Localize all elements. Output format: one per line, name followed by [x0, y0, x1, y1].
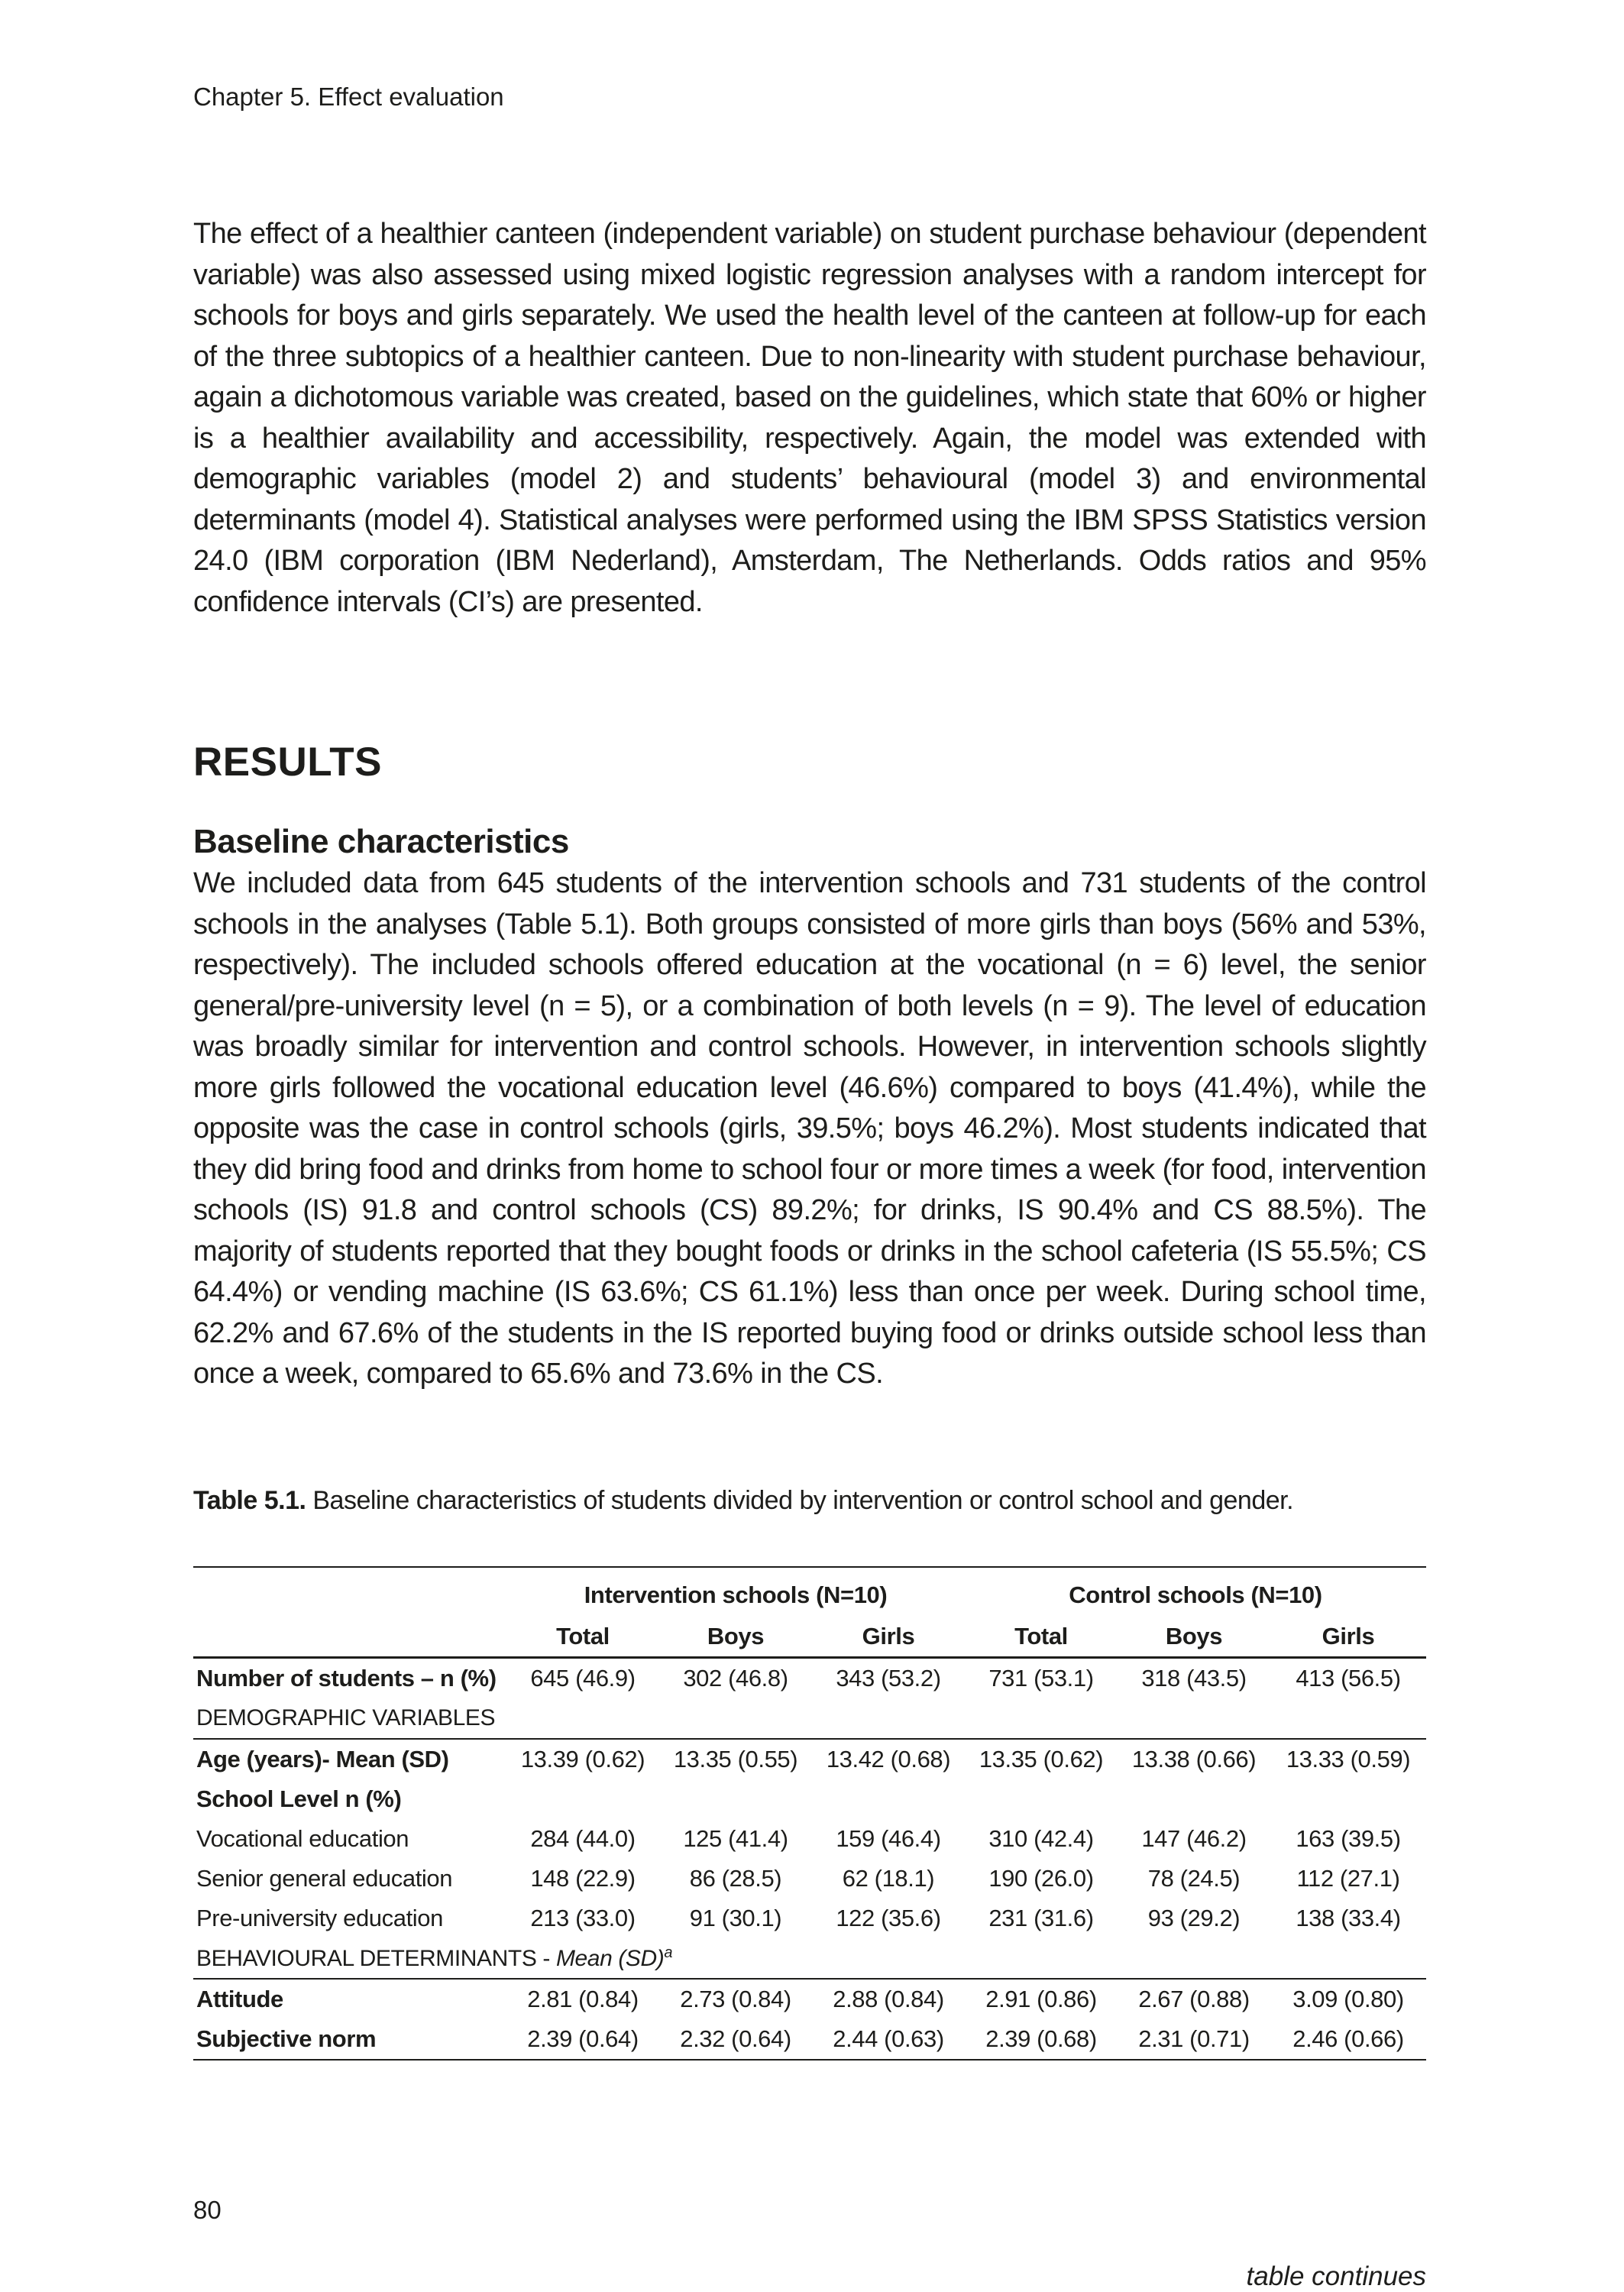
column-header: Boys [659, 1617, 812, 1658]
row-label: Attitude [196, 1986, 283, 2012]
table-cell: 125 (41.4) [683, 1825, 788, 1852]
group-header-intervention: Intervention schools (N=10) [506, 1567, 965, 1617]
table-cell: 13.39 (0.62) [520, 1746, 645, 1772]
row-label: Senior general education [196, 1865, 453, 1892]
table-cell: 2.91 (0.86) [985, 1986, 1097, 2012]
table-cell: 2.46 (0.66) [1270, 2019, 1426, 2060]
table-cell: 13.42 (0.68) [826, 1746, 951, 1772]
table-cell: 318 (43.5) [1141, 1665, 1247, 1691]
table-cell: 2.73 (0.84) [680, 1986, 791, 2012]
running-head: Chapter 5. Effect evaluation [193, 83, 504, 111]
table-cell: 2.44 (0.63) [812, 2019, 965, 2060]
table-row-subjective-norm [193, 2019, 1426, 2060]
table-section-behavioural [193, 1938, 1426, 1979]
table-cell: 86 (28.5) [689, 1865, 782, 1892]
subsection-heading: Baseline characteristics [193, 823, 569, 860]
table-caption [193, 1486, 1426, 1516]
table-row-attitude [193, 1979, 1426, 2019]
column-header: Girls [1270, 1617, 1426, 1658]
row-label: Vocational education [196, 1825, 409, 1852]
row-label: Pre-university education [196, 1905, 443, 1931]
table-cell: 413 (56.5) [1296, 1665, 1401, 1691]
table-cell: 122 (35.6) [836, 1905, 941, 1931]
table-cell: 13.38 (0.66) [1131, 1746, 1257, 1772]
page-number: 80 [193, 2196, 222, 2224]
column-header: Boys [1118, 1617, 1270, 1658]
table-cell: 2.39 (0.64) [506, 2019, 659, 2060]
table-cell: 2.39 (0.68) [965, 2019, 1118, 2060]
table-cell: 13.35 (0.62) [979, 1746, 1104, 1772]
table-row-preuni [193, 1899, 1426, 1938]
column-header: Girls [812, 1617, 965, 1658]
group-header-control: Control schools (N=10) [965, 1567, 1426, 1617]
table-cell: 62 (18.1) [842, 1865, 935, 1892]
table-cell: 13.33 (0.59) [1286, 1746, 1411, 1772]
intro-paragraph: The effect of a healthier canteen (independent variable) on student purchase behaviour (dependent variable) was also assessed using mixed logistic regression analyses with a random intercept for schools for boys and girls separately. We used the health level of the canteen at follow-up for each of the three subtopics of a healthier canteen. Due to non-linearity with student purchase behaviour, again a dichotomous variable was created, based on the guidelines, which state that 60% or higher is a healthier availability and accessibility, respectively. Again, the model was extended with demographic variables (model 2) and students’ behavioural (model 3) and environmental determinants (model 4). Statistical analyses were performed using the IBM SPSS Statistics version 24.0 (IBM corporation (IBM Nederland), Amsterdam, The Netherlands. Odds ratios and 95% confidence intervals (CI’s) are presented. [193, 218, 1426, 618]
baseline-table [193, 1566, 1426, 2061]
table-cell: 645 (46.9) [530, 1665, 636, 1691]
table-cell: 343 (53.2) [836, 1665, 941, 1691]
table-section-demographic [193, 1698, 1426, 1739]
table-continues-note: table continues [1246, 2261, 1426, 2291]
row-label: Age (years)- Mean (SD) [196, 1746, 449, 1772]
table-caption-text: Baseline characteristics of students divided by intervention or control school and gender. [306, 1486, 1294, 1515]
table-cell: 147 (46.2) [1141, 1825, 1247, 1852]
table-cell: 163 (39.5) [1296, 1825, 1401, 1852]
table-cell: 284 (44.0) [530, 1825, 636, 1852]
results-paragraph: We included data from 645 students of the intervention schools and 731 students of the control schools in the analyses (Table 5.1). Both groups consisted of more girls than boys (56% and 53%, respectively). The included schools offered education at the vocational (n = 6) level, the senior general/pre-university level (n = 5), or a combination of both levels (n = 9). The level of education was broadly similar for intervention and control schools. However, in intervention schools slightly more girls followed the vocational education level (46.6%) compared to boys (41.4%), while the opposite was the case in control schools (girls, 39.5%; boys 46.2%). Most students indicated that they did bring food and drinks from home to school four or more times a week (for food, intervention schools (IS) 91.8 and control schools (CS) 89.2%; for drinks, IS 90.4% and CS 88.5%). The majority of students reported that they bought foods or drinks in the school cafeteria (IS 55.5%; CS 64.4%) or vending machine (IS 63.6%; CS 61.1%) less than once per week. During school time, 62.2% and 67.6% of the students in the IS reported buying food or drinks outside school less than once a week, compared to 65.6% and 73.6% in the CS. [193, 867, 1426, 1390]
page-content [193, 214, 1426, 2291]
table-cell: 112 (27.1) [1296, 1865, 1400, 1892]
table-column-header-row [193, 1617, 1426, 1658]
section-label: DEMOGRAPHIC VARIABLES [193, 1698, 1426, 1739]
table-cell: 190 (26.0) [988, 1865, 1094, 1892]
table-cell: 138 (33.4) [1296, 1905, 1401, 1931]
row-label: Subjective norm [193, 2019, 506, 2060]
table-cell: 159 (46.4) [836, 1825, 941, 1852]
table-cell: 91 (30.1) [689, 1905, 782, 1931]
table-cell: 731 (53.1) [988, 1665, 1094, 1691]
row-label: Number of students – n (%) [196, 1665, 497, 1691]
column-header: Total [965, 1617, 1118, 1658]
column-header: Total [506, 1617, 659, 1658]
table-cell: 231 (31.6) [988, 1905, 1094, 1931]
table-cell: 78 (24.5) [1147, 1865, 1241, 1892]
table-cell: 13.35 (0.55) [673, 1746, 798, 1772]
table-row-age [193, 1739, 1426, 1779]
table-cell: 3.09 (0.80) [1292, 1986, 1404, 2012]
row-label: School Level n (%) [196, 1785, 402, 1812]
table-cell: 2.88 (0.84) [833, 1986, 944, 2012]
table-cell: 2.67 (0.88) [1138, 1986, 1250, 2012]
table-cell: 148 (22.9) [530, 1865, 636, 1892]
table-row-number-students [193, 1658, 1426, 1699]
section-heading: RESULTS [193, 740, 382, 785]
table-group-header-row [193, 1567, 1426, 1617]
table-cell: 213 (33.0) [530, 1905, 636, 1931]
table-cell: 310 (42.4) [988, 1825, 1094, 1852]
table-row-vocational [193, 1819, 1426, 1859]
section-label: BEHAVIOURAL DETERMINANTS - Mean (SD)$^a$ [193, 1938, 1426, 1979]
table-row-senior [193, 1859, 1426, 1899]
table-cell: 302 (46.8) [683, 1665, 788, 1691]
table-cell: 2.32 (0.64) [659, 2019, 812, 2060]
table-cell: 93 (29.2) [1147, 1905, 1241, 1931]
table-row-school-level [193, 1779, 1426, 1819]
table-cell: 2.31 (0.71) [1118, 2019, 1270, 2060]
table-cell: 2.81 (0.84) [527, 1986, 639, 2012]
table-caption-label: Table 5.1. [193, 1486, 306, 1515]
